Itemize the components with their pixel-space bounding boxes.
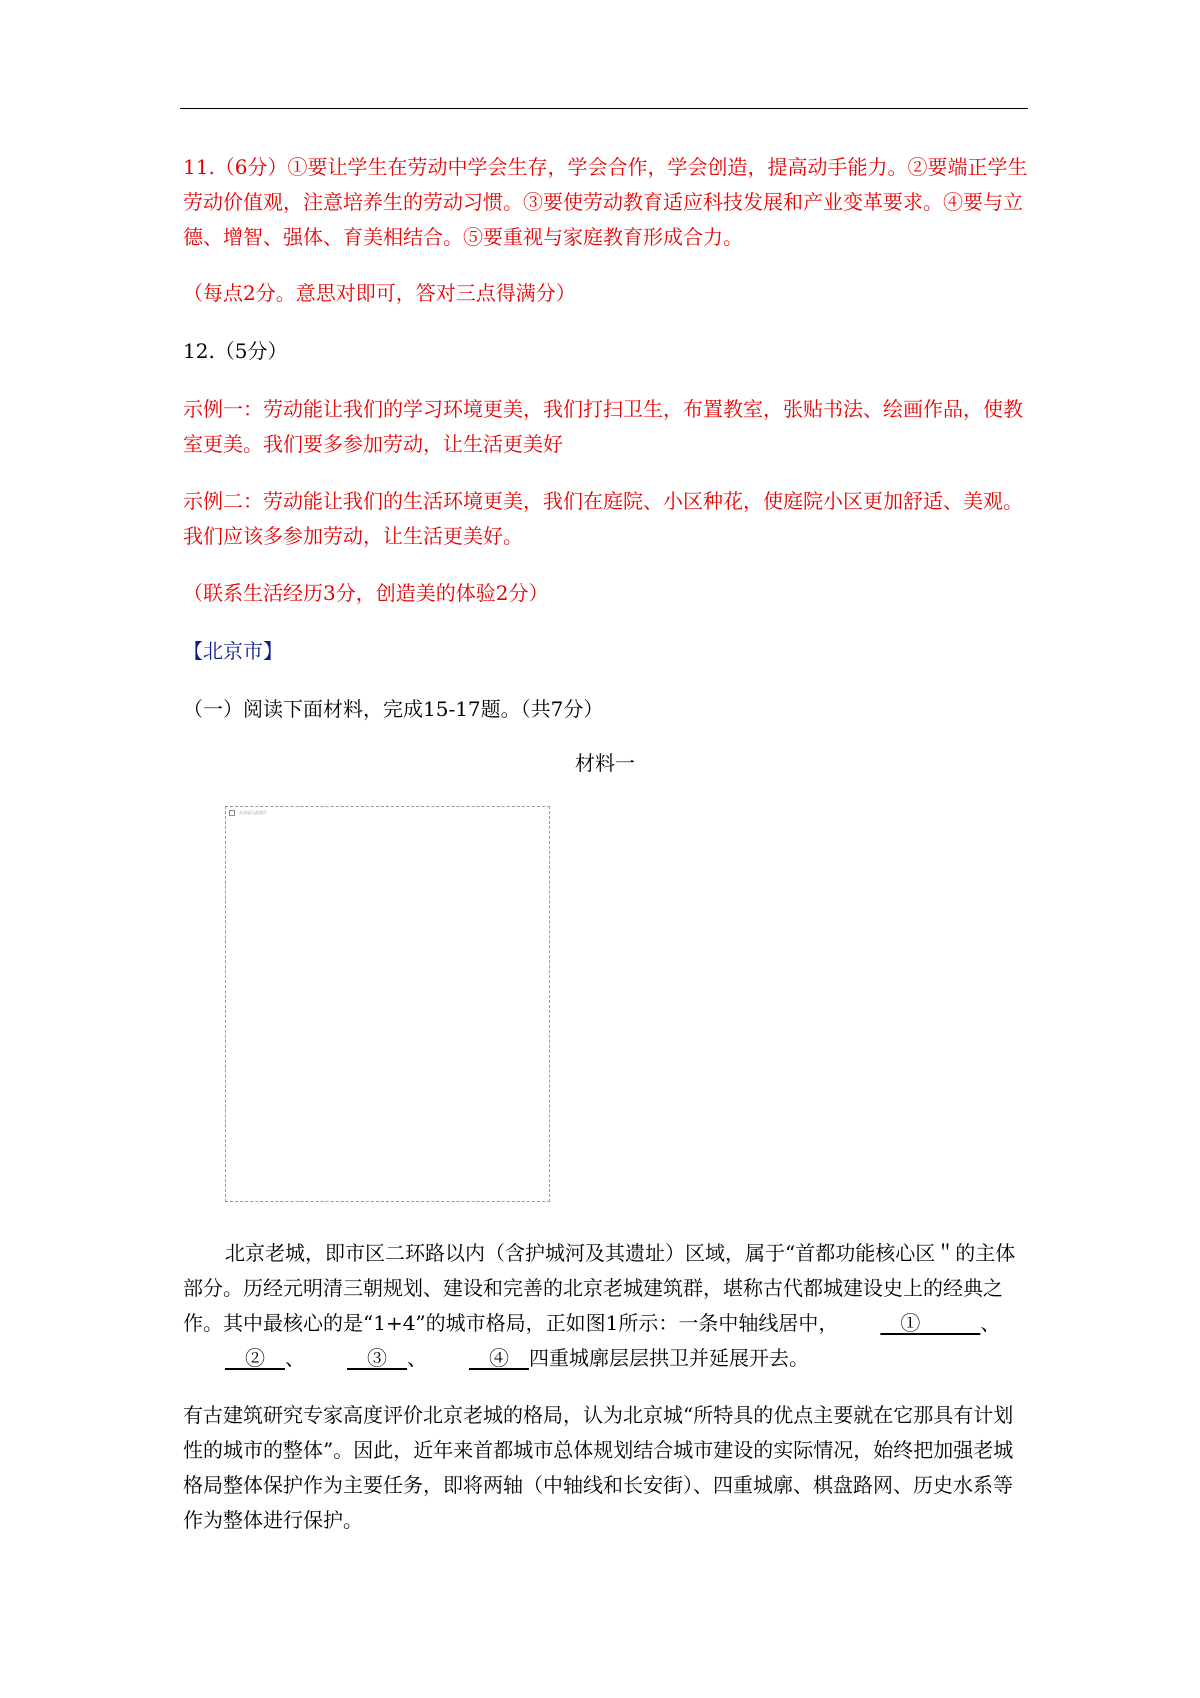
blank-separator: 、 xyxy=(407,1346,427,1370)
answer-11-scoring: （每点2分。意思对即可，答对三点得满分） xyxy=(183,281,576,305)
region-title: 【北京市】 xyxy=(183,639,283,663)
header-rule xyxy=(180,108,1028,109)
answer-12-example-1: 示例一：劳动能让我们的学习环境更美，我们打扫卫生，布置教室，张贴书法、绘画作品，使教室更美。我们要多参加劳动，让生活更美好 xyxy=(183,397,1023,456)
section-instruction: （一）阅读下面材料，完成15-17题。（共7分） xyxy=(183,697,604,721)
figure-alt-text: 无法显示此图片 xyxy=(239,810,267,815)
answer-11: 11.（6分）①要让学生在劳动中学会生存，学会合作，学会创造，提高动手能力。②要端正学生劳动价值观，注意培养生的劳动习惯。③要使劳动教育适应科技发展和产业变革要求。④要与立德、增智、强体、育美相结合。⑤要重视与家庭教育形成合力。 xyxy=(183,155,1028,249)
passage-1-lead: 北京老城，即市区二环路以内（含护城河及其遗址）区域，属于“首都功能核心区＂的主体部分。历经元明清三朝规划、建设和完善的北京老城建筑群，堪称古代都城建设史上的经典之作。其中最核心的是“1+4”的城市格局，正如图1所示：一条中轴线居中， xyxy=(183,1241,1016,1335)
broken-image-icon xyxy=(229,810,235,816)
passage-2: 有古建筑研究专家高度评价北京老城的格局，认为北京城“所特具的优点主要就在它那具有计划性的城市的整体”。因此，近年来首都城市总体规划结合城市建设的实际情况，始终把加强老城格局整体保护作为主要任务，即将两轴（中轴线和长安街）、四重城廓、棋盘路网、历史水系等作为整体进行保护。 xyxy=(183,1403,1014,1532)
blank-2: ② xyxy=(225,1346,285,1370)
blank-4: ④ xyxy=(469,1346,529,1370)
blank-separator: 、 xyxy=(285,1346,305,1370)
blank-1: ① xyxy=(880,1311,981,1335)
answer-12-header: 12.（5分） xyxy=(183,339,288,363)
passage-1 xyxy=(183,1236,1028,1376)
blank-separator: 、 xyxy=(980,1311,1001,1335)
passage-1-tail: 四重城廓层层拱卫并延展开去。 xyxy=(529,1346,809,1370)
answer-12-scoring: （联系生活经历3分，创造美的体验2分） xyxy=(183,581,549,605)
answer-12-example-2: 示例二：劳动能让我们的生活环境更美，我们在庭院、小区种花，使庭院小区更加舒适、美观。我们应该多参加劳动，让生活更美好。 xyxy=(183,489,1023,548)
blank-3: ③ xyxy=(347,1346,407,1370)
material-title: 材料一 xyxy=(575,751,635,775)
material-figure-placeholder xyxy=(225,806,550,1202)
